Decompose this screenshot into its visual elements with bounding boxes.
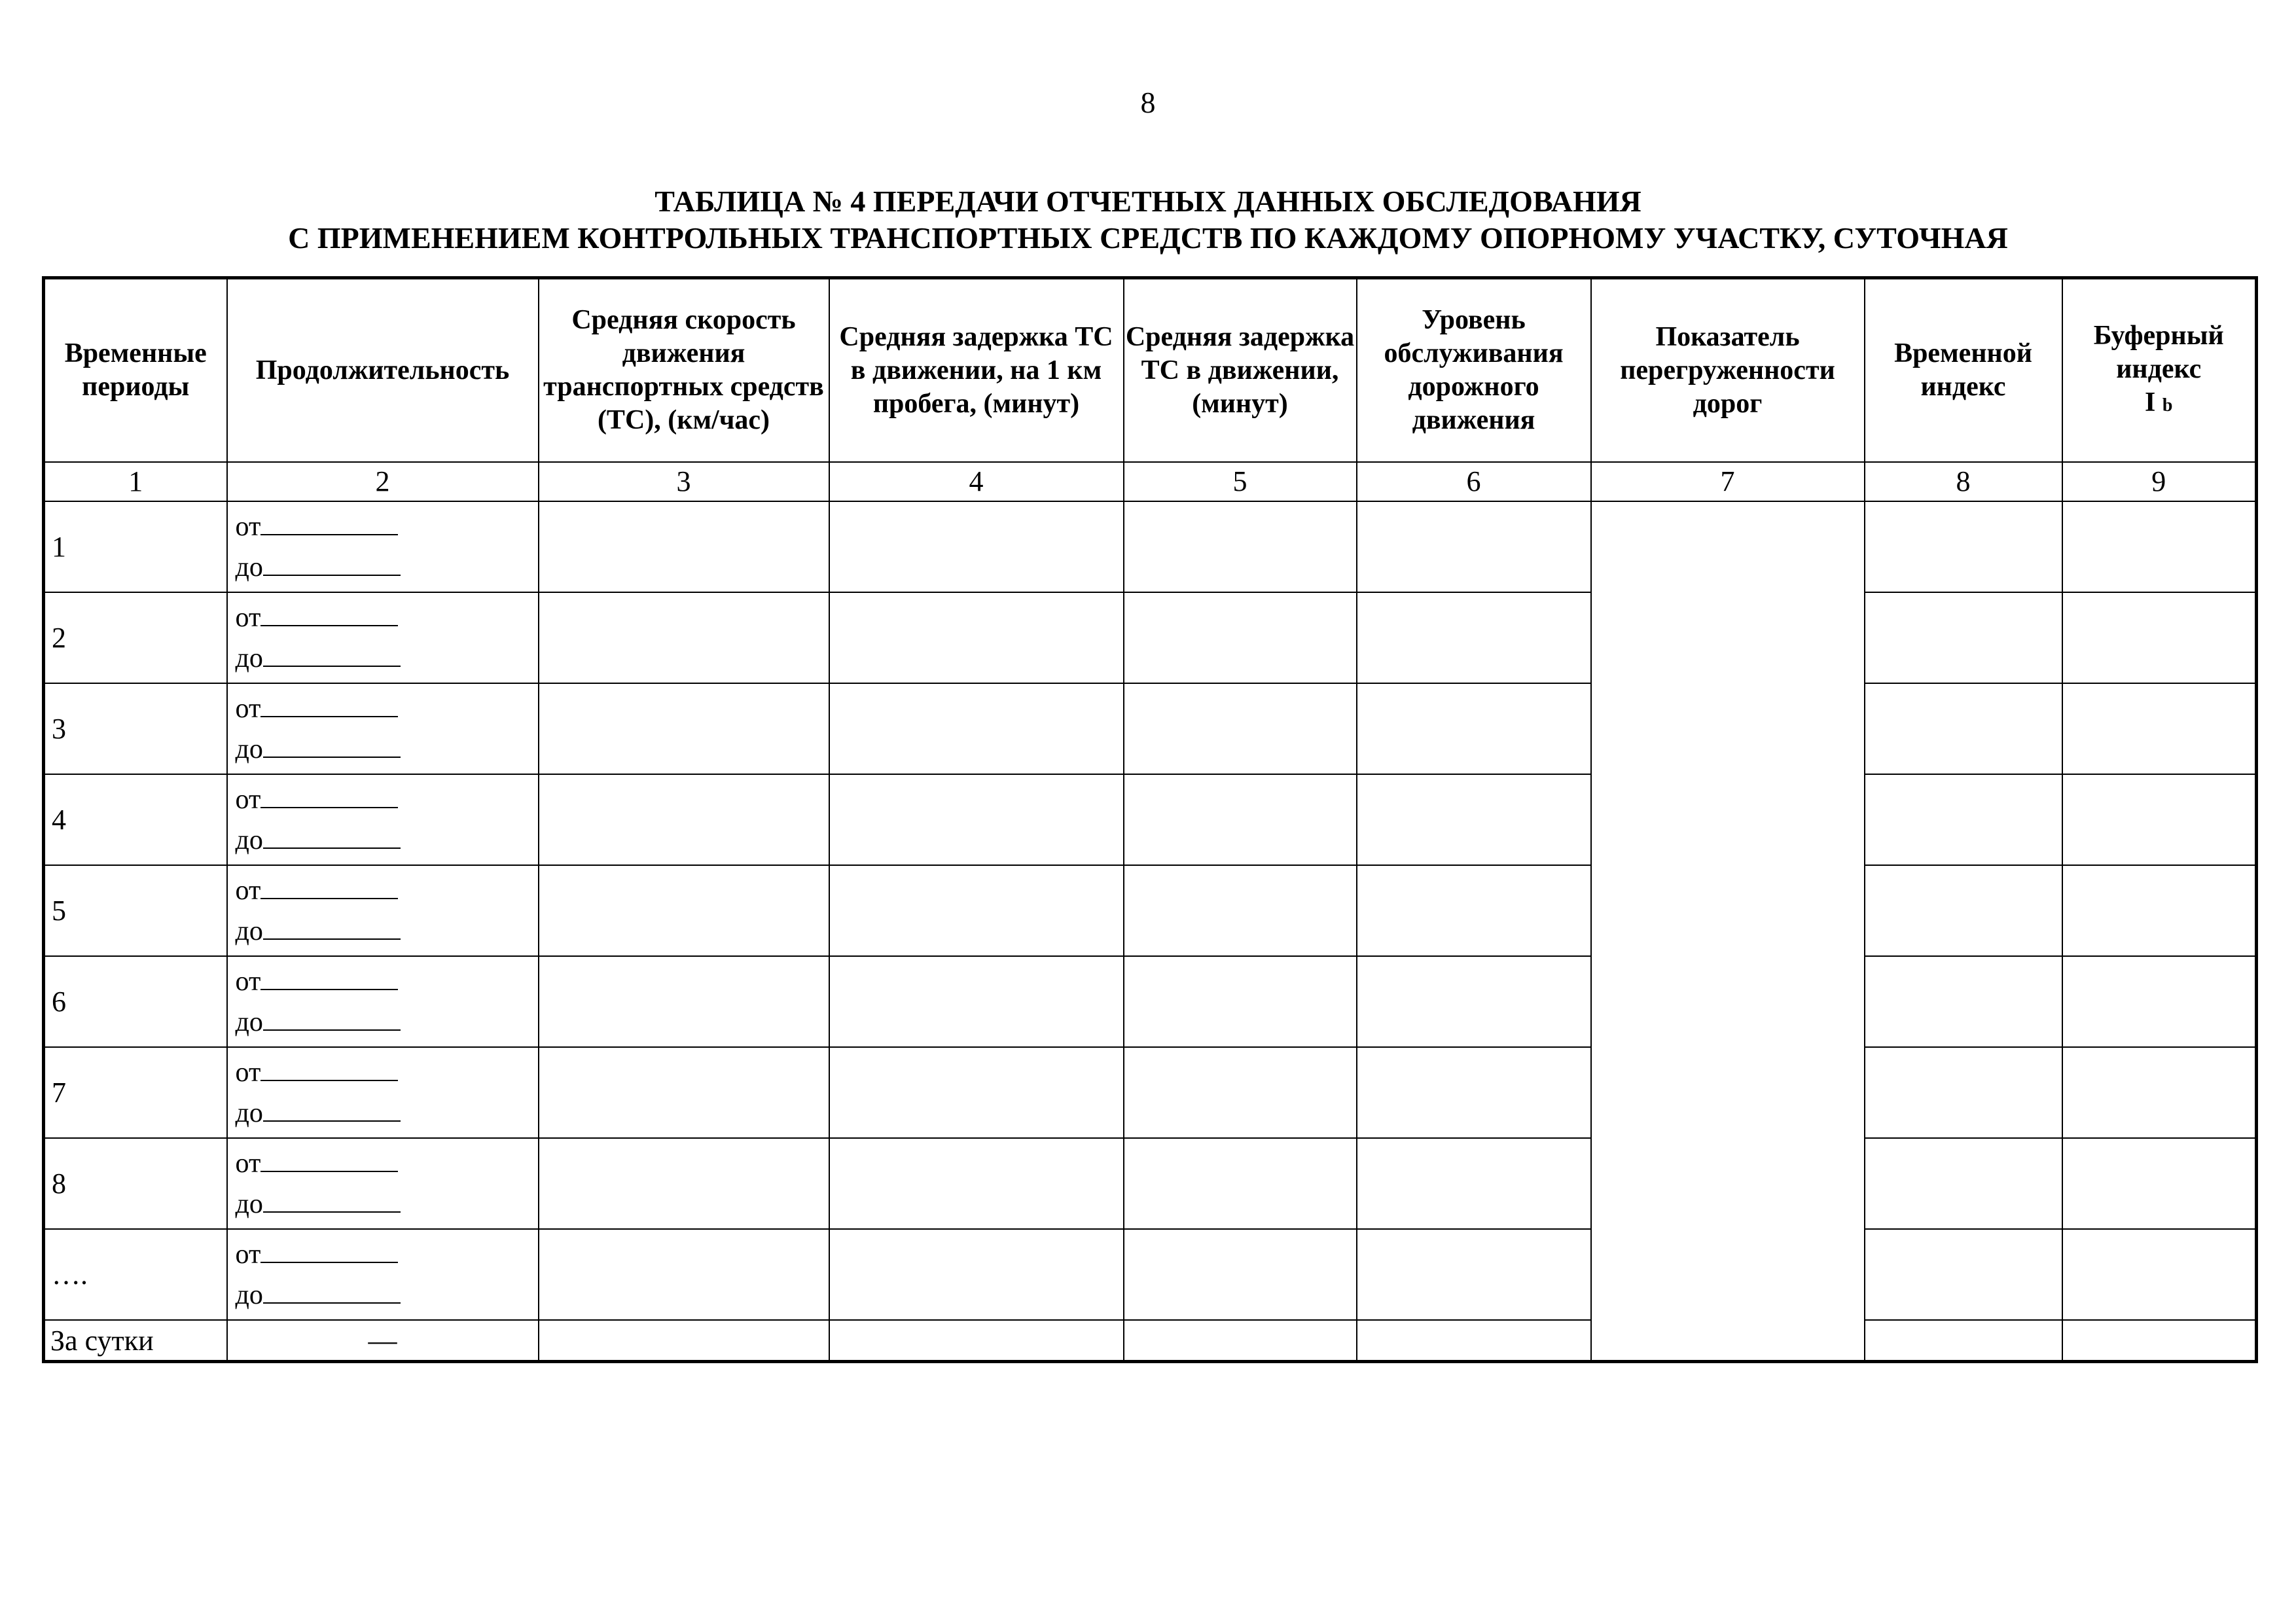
data-cell-col-9[interactable] (2062, 1138, 2257, 1229)
data-cell-col-3[interactable] (539, 1047, 829, 1138)
period-number: 4 (44, 774, 227, 865)
data-cell-col-4[interactable] (829, 683, 1124, 774)
data-cell-col-9[interactable] (2062, 865, 2257, 956)
data-cell-col-8[interactable] (1865, 501, 2062, 592)
data-cell-col-5[interactable] (1124, 501, 1357, 592)
duration-cell (227, 774, 539, 865)
period-number: 8 (44, 1138, 227, 1229)
data-cell-col-3[interactable] (539, 956, 829, 1047)
data-cell-col-9[interactable] (2062, 774, 2257, 865)
to-time-field[interactable] (263, 642, 401, 667)
period-number: 1 (44, 501, 227, 592)
data-cell-col-3[interactable] (539, 501, 829, 592)
data-cell-col-6[interactable] (1357, 683, 1591, 774)
data-cell-col-6[interactable] (1357, 592, 1591, 683)
table-row (44, 683, 2257, 774)
from-time-field[interactable] (260, 783, 398, 808)
total-duration-dash: — (227, 1320, 539, 1362)
data-cell-col-5[interactable] (1124, 956, 1357, 1047)
period-number: 2 (44, 592, 227, 683)
header-delay-per-km: Средняя задержка ТС в движении, на 1 км пробега, (минут) (829, 278, 1124, 463)
total-cell-col-5[interactable] (1124, 1320, 1357, 1362)
header-time-index: Временной индекс (1865, 278, 2062, 463)
column-number: 8 (1865, 462, 2062, 501)
table-row (44, 592, 2257, 683)
column-number: 3 (539, 462, 829, 501)
data-cell-col-3[interactable] (539, 592, 829, 683)
title-line-1: ТАБЛИЦА № 4 ПЕРЕДАЧИ ОТЧЕТНЫХ ДАННЫХ ОБСЛЕДОВАНИЯ (655, 185, 1641, 218)
header-average-speed: Средняя скорость движения транспортных средств (ТС), (км/час) (539, 278, 829, 463)
duration-cell (227, 865, 539, 956)
data-cell-col-5[interactable] (1124, 865, 1357, 956)
data-cell-col-4[interactable] (829, 1229, 1124, 1320)
to-time-field[interactable] (263, 1279, 401, 1304)
header-average-delay: Средняя задержка ТС в движении, (минут) (1124, 278, 1357, 463)
to-time-field[interactable] (263, 1097, 401, 1122)
data-cell-col-4[interactable] (829, 1047, 1124, 1138)
from-label: от (235, 602, 261, 633)
data-cell-col-8[interactable] (1865, 865, 2062, 956)
total-cell-col-4[interactable] (829, 1320, 1124, 1362)
period-number: 6 (44, 956, 227, 1047)
data-cell-col-4[interactable] (829, 592, 1124, 683)
data-cell-col-5[interactable] (1124, 1229, 1357, 1320)
data-cell-col-4[interactable] (829, 501, 1124, 592)
from-label: от (235, 966, 261, 997)
from-label: от (235, 511, 261, 542)
column-number: 1 (44, 462, 227, 501)
column-number-row (44, 462, 2257, 501)
from-label: от (235, 875, 261, 906)
table-row (44, 501, 2257, 592)
buffer-index-subscript: b (2162, 395, 2173, 416)
column-number: 5 (1124, 462, 1357, 501)
data-cell-col-5[interactable] (1124, 1047, 1357, 1138)
data-cell-col-3[interactable] (539, 774, 829, 865)
header-time-periods: Временные периоды (44, 278, 227, 463)
to-time-field[interactable] (263, 733, 401, 758)
from-time-field[interactable] (260, 510, 398, 535)
data-cell-col-9[interactable] (2062, 683, 2257, 774)
to-time-field[interactable] (263, 915, 401, 940)
table-row (44, 956, 2257, 1047)
to-label: до (235, 552, 263, 582)
data-cell-col-4[interactable] (829, 865, 1124, 956)
data-cell-col-5[interactable] (1124, 683, 1357, 774)
header-duration: Продолжительность (227, 278, 539, 463)
header-buffer-index (2062, 278, 2257, 463)
data-cell-col-5[interactable] (1124, 592, 1357, 683)
title-line-2: С ПРИМЕНЕНИЕМ КОНТРОЛЬНЫХ ТРАНСПОРТНЫХ СРЕДСТВ ПО КАЖДОМУ ОПОРНОМУ УЧАСТКУ, СУТОЧНАЯ (288, 221, 2008, 255)
total-cell-col-8[interactable] (1865, 1320, 2062, 1362)
duration-cell (227, 1047, 539, 1138)
data-cell-col-5[interactable] (1124, 1138, 1357, 1229)
page-number: 8 (1140, 86, 1156, 119)
data-cell-col-9[interactable] (2062, 1229, 2257, 1320)
duration-cell (227, 1138, 539, 1229)
to-label: до (235, 1007, 263, 1037)
total-row (44, 1320, 2257, 1362)
data-cell-col-4[interactable] (829, 774, 1124, 865)
to-time-field[interactable] (263, 551, 401, 576)
data-cell-col-8[interactable] (1865, 1138, 2062, 1229)
data-cell-col-8[interactable] (1865, 1229, 2062, 1320)
table-body (44, 462, 2257, 1362)
data-cell-col-5[interactable] (1124, 774, 1357, 865)
data-cell-col-9[interactable] (2062, 501, 2257, 592)
table-row (44, 1047, 2257, 1138)
data-cell-col-3[interactable] (539, 865, 829, 956)
to-label: до (235, 1097, 263, 1128)
to-label: до (235, 825, 263, 855)
to-label: до (235, 1279, 263, 1310)
data-cell-col-6[interactable] (1357, 956, 1591, 1047)
period-number: 7 (44, 1047, 227, 1138)
total-cell-col-6[interactable] (1357, 1320, 1591, 1362)
header-row (44, 278, 2257, 463)
data-cell-col-8[interactable] (1865, 956, 2062, 1047)
from-label: от (235, 1239, 261, 1270)
table-row (44, 1138, 2257, 1229)
from-time-field[interactable] (260, 601, 398, 626)
data-cell-col-6[interactable] (1357, 865, 1591, 956)
data-cell-col-6[interactable] (1357, 1138, 1591, 1229)
data-cell-col-8[interactable] (1865, 683, 2062, 774)
to-time-field[interactable] (263, 1006, 401, 1031)
from-time-field[interactable] (260, 1238, 398, 1263)
column-number: 2 (227, 462, 539, 501)
to-time-field[interactable] (263, 824, 401, 849)
period-number: 5 (44, 865, 227, 956)
data-cell-col-8[interactable] (1865, 774, 2062, 865)
from-label: от (235, 784, 261, 815)
table-row (44, 1229, 2257, 1320)
total-label: За сутки (44, 1320, 227, 1362)
total-cell-col-3[interactable] (539, 1320, 829, 1362)
from-time-field[interactable] (260, 1147, 398, 1172)
column-number: 7 (1591, 462, 1865, 501)
congestion-index-cell[interactable] (1591, 501, 1865, 1362)
header-congestion-index: Показатель перегруженности дорог (1591, 278, 1865, 463)
from-label: от (235, 1148, 261, 1179)
duration-cell (227, 501, 539, 592)
data-cell-col-6[interactable] (1357, 501, 1591, 592)
header-service-level: Уровень обслуживания дорожного движения (1357, 278, 1591, 463)
data-cell-col-3[interactable] (539, 1138, 829, 1229)
data-cell-col-9[interactable] (2062, 592, 2257, 683)
period-number: …. (44, 1229, 227, 1320)
data-cell-col-4[interactable] (829, 956, 1124, 1047)
duration-cell (227, 956, 539, 1047)
period-number: 3 (44, 683, 227, 774)
data-cell-col-8[interactable] (1865, 592, 2062, 683)
to-label: до (235, 734, 263, 764)
data-cell-col-6[interactable] (1357, 1047, 1591, 1138)
document-title (0, 183, 2296, 257)
table-row (44, 865, 2257, 956)
column-number: 9 (2062, 462, 2257, 501)
data-cell-col-3[interactable] (539, 683, 829, 774)
column-number: 6 (1357, 462, 1591, 501)
from-time-field[interactable] (260, 1056, 398, 1081)
from-label: от (235, 693, 261, 724)
to-label: до (235, 643, 263, 673)
duration-cell (227, 683, 539, 774)
report-table (42, 276, 2258, 1363)
data-cell-col-8[interactable] (1865, 1047, 2062, 1138)
from-time-field[interactable] (260, 965, 398, 990)
data-cell-col-9[interactable] (2062, 1047, 2257, 1138)
duration-cell (227, 592, 539, 683)
from-time-field[interactable] (260, 692, 398, 717)
data-cell-col-6[interactable] (1357, 1229, 1591, 1320)
to-label: до (235, 916, 263, 946)
total-cell-col-9[interactable] (2062, 1320, 2257, 1362)
duration-cell (227, 1229, 539, 1320)
table-row (44, 774, 2257, 865)
to-time-field[interactable] (263, 1188, 401, 1213)
buffer-index-symbol: I (2145, 387, 2156, 418)
data-cell-col-6[interactable] (1357, 774, 1591, 865)
data-cell-col-3[interactable] (539, 1229, 829, 1320)
data-cell-col-9[interactable] (2062, 956, 2257, 1047)
buffer-index-label: Буферный индекс (2093, 320, 2224, 384)
column-number: 4 (829, 462, 1124, 501)
data-cell-col-4[interactable] (829, 1138, 1124, 1229)
from-label: от (235, 1057, 261, 1088)
to-label: до (235, 1188, 263, 1219)
from-time-field[interactable] (260, 874, 398, 899)
